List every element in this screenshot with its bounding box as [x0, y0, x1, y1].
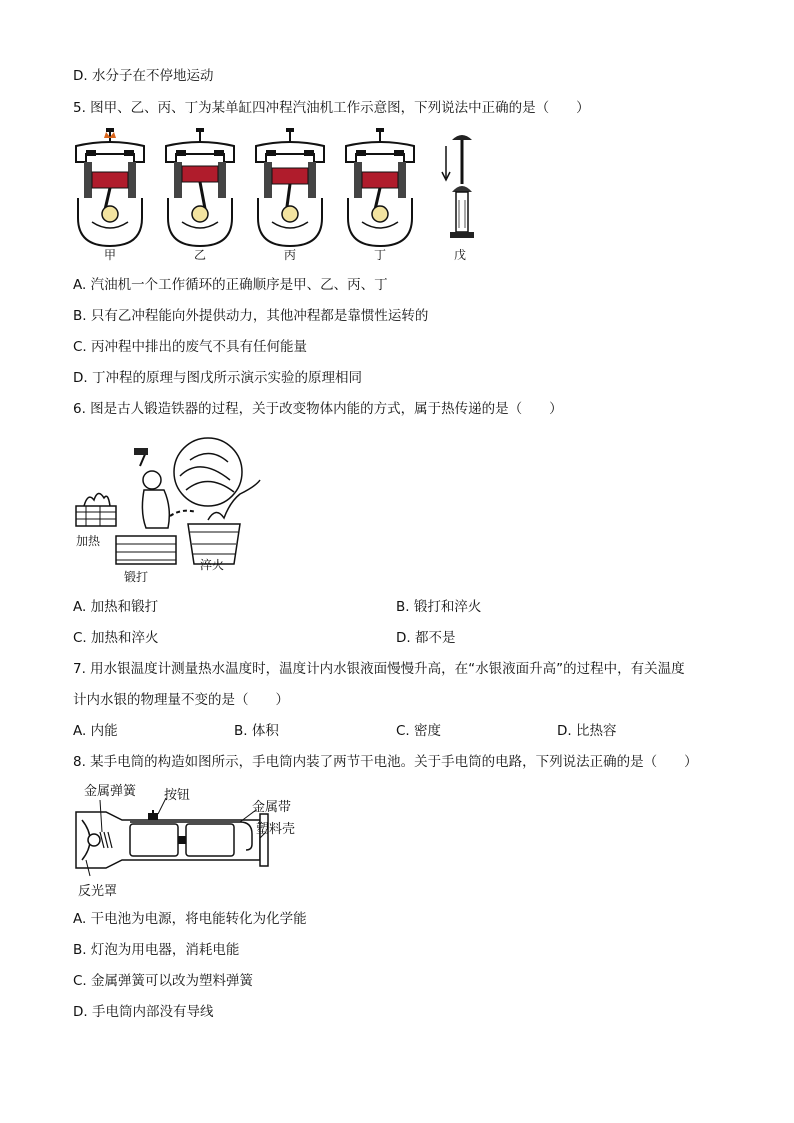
flashlight-figure	[70, 780, 310, 904]
q5-option-c: C. 丙冲程中排出的废气不具有任何能量	[73, 339, 308, 355]
q7-stem-line1: 7. 用水银温度计测量热水温度时，温度计内水银液面慢慢升高，在“水银液面升高”的过程中，有关温度	[73, 661, 685, 677]
fig-label-reflector: 反光罩	[78, 884, 118, 899]
fig-label-metal-strip: 金属带	[252, 800, 292, 815]
q5-option-b: B. 只有乙冲程能向外提供动力，其他冲程都是靠惯性运转的	[73, 308, 429, 324]
fig-label-plastic-shell: 塑料壳	[256, 822, 296, 837]
engine-cylinder-jia	[76, 128, 144, 246]
forging-figure	[70, 436, 270, 586]
q4-option-d: D. 水分子在不停地运动	[73, 68, 214, 84]
engine-cylinder-ding	[346, 128, 414, 246]
engine-strokes-figure	[70, 128, 490, 263]
q8-option-c: C. 金属弹簧可以改为塑料弹簧	[73, 973, 254, 989]
fig-label-metal-spring: 金属弹簧	[84, 784, 137, 799]
q7-option-d: D. 比热容	[557, 723, 617, 739]
q5-option-d: D. 丁冲程的原理与图戊所示演示实验的原理相同	[73, 370, 362, 386]
fig-label-wu: 戊	[454, 248, 467, 262]
q6-option-c: C. 加热和淬火	[73, 630, 159, 646]
q5-stem: 5. 图甲、乙、丙、丁为某单缸四冲程汽油机工作示意图，下列说法中正确的是（ ）	[73, 100, 590, 116]
fig-label-button: 按钮	[164, 788, 191, 803]
fig-label-ding: 丁	[374, 248, 387, 262]
q8-stem: 8. 某手电筒的构造如图所示，手电筒内装了两节干电池。关于手电筒的电路，下列说法正确的是（ ）	[73, 754, 698, 770]
q8-option-b: B. 灯泡为用电器，消耗电能	[73, 942, 240, 958]
fig-label-quenching: 淬火	[200, 558, 225, 572]
forging-svg	[70, 436, 270, 586]
q6-option-b: B. 锻打和淬火	[396, 599, 482, 615]
engine-cylinder-bing	[256, 128, 324, 246]
q5-option-a: A. 汽油机一个工作循环的正确顺序是甲、乙、丙、丁	[73, 277, 388, 293]
engine-cylinder-yi	[166, 128, 234, 246]
engine-strokes-svg	[70, 128, 490, 263]
q7-option-b: B. 体积	[234, 723, 279, 739]
q7-stem-line2: 计内水银的物理量不变的是（ ）	[73, 692, 289, 708]
fig-label-bing: 丙	[284, 248, 297, 262]
q6-stem: 6. 图是古人锻造铁器的过程，关于改变物体内能的方式，属于热传递的是（ ）	[73, 401, 563, 417]
fig-label-yi: 乙	[194, 248, 207, 262]
q6-option-d: D. 都不是	[396, 630, 456, 646]
q7-option-c: C. 密度	[396, 723, 442, 739]
q7-option-a: A. 内能	[73, 723, 118, 739]
q6-option-a: A. 加热和锻打	[73, 599, 159, 615]
fig-label-jia: 甲	[104, 248, 117, 262]
q8-option-a: A. 干电池为电源，将电能转化为化学能	[73, 911, 307, 927]
fig-label-heating: 加热	[76, 534, 101, 548]
fig-label-forging: 锻打	[124, 570, 149, 584]
q8-option-d: D. 手电筒内部没有导线	[73, 1004, 214, 1020]
compression-demo-wu	[442, 135, 474, 238]
